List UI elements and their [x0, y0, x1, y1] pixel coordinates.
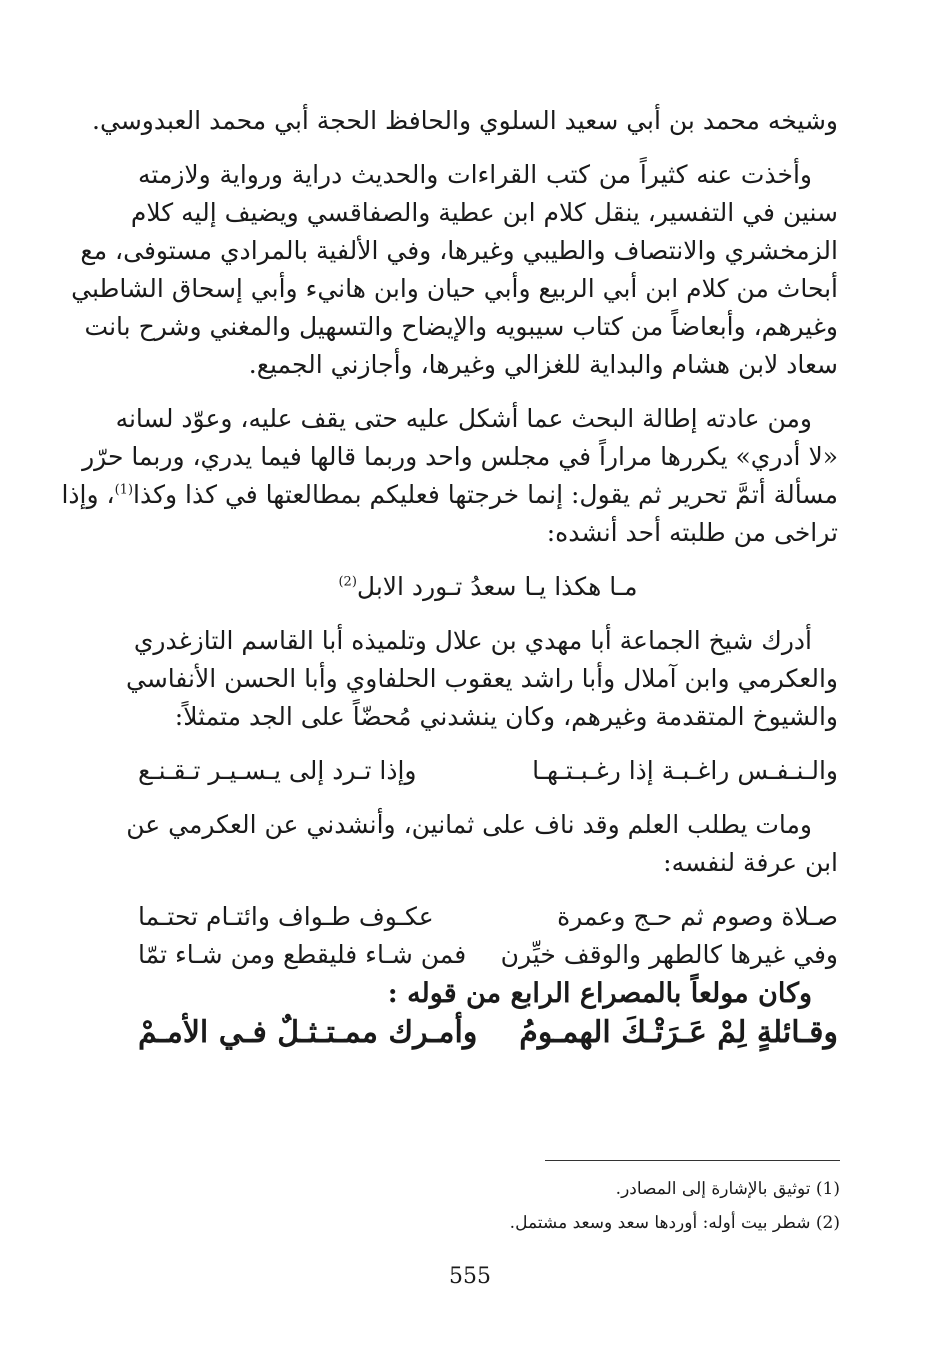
text-line: ومن عادته إطالة البحث عما أشكل عليه حتى يقف عليه، وعوّد لسانه [115, 404, 812, 433]
footnote-2: (2) شطر بيت أوله: أوردها سعد وسعد مشتمل. [509, 1213, 840, 1233]
hemistich-second: وإذا تـرد إلى يـسـيـر تـقـنـع [138, 756, 417, 785]
text-line: تراخى من طلبته أحد أنشده: [546, 518, 838, 547]
verse-line-bold [138, 1015, 838, 1062]
text-line: سنين في التفسير، ينقل كلام ابن عطية والصفاقسي ويضيف إليه كلام [130, 198, 838, 227]
text-segment: مسألة أتمَّ تحرير ثم يقول: إنما خرجتها فعليكم بمطالعتها في كذا وكذا [133, 480, 838, 509]
hemistich-first: والـنـفـس راغـبـة إذا رغـبـتـهـا [532, 756, 838, 785]
text-line: أدرك شيخ الجماعة أبا مهدي بن علال وتلميذه أبا القاسم التازغدري [133, 626, 812, 655]
text-line: والعكرمي وابن آملال وأبا راشد يعقوب الحلفاوي وأبا الحسن الأنفاسي [126, 664, 838, 693]
hemistich-second: وأمـرك ممـتـثـلٌ فـي الأمـمْ [138, 1015, 478, 1050]
text-line: وغيرهم، وأبعاضاً من كتاب سيبويه والإيضاح والتسهيل والمغني وشرح بانت [84, 312, 838, 341]
hemistich-first: صـلاة وصوم ثم حـج وعمرة [557, 902, 838, 931]
text-line: «لا أدري» يكررها مراراً في مجلس واحد وربما قالها فيما يدري، وربما حرّر [82, 442, 838, 471]
page-body [61, 106, 838, 1348]
text-line: ابن عرفة لنفسه: [663, 848, 838, 877]
hemistich-first: وقـائلةٍ لِمْ عَـرَتْـكَ الهمـومُ [519, 1015, 838, 1050]
hemistich-second: فمن شـاء فليقطع ومن شـاء تمّا [138, 940, 467, 969]
verse-text: مـا هكذا يـا سعدُ تـورد الابل [356, 572, 638, 601]
hemistich-second: عكـوف طـواف وائتـام تحتـما [138, 902, 434, 931]
verse-line [138, 758, 838, 796]
text-line: الزمخشري والانتصاف والطيبي وغيرها، وفي الألفية بالمرادي مستوفى، مع [80, 236, 838, 265]
verse-line [138, 904, 838, 942]
text-line: والشيوخ المتقدمة وغيرهم، وكان ينشدني مُحضّاً على الجد متمثلاً: [174, 702, 838, 731]
text-segment: ، وإذا [61, 480, 115, 509]
page-number: 555 [449, 1264, 491, 1289]
hemistich-first: وفي غيرها كالطهر والوقف خيِّرن [500, 940, 838, 969]
text-line-bold: وكان مولعاً بالمصراع الرابع من قوله : [387, 978, 812, 1009]
text-line: سعاد لابن هشام والبداية للغزالي وغيرها، وأجازني الجميع. [248, 350, 838, 379]
footnote-marker[interactable]: (2) [338, 574, 357, 590]
text-line: وأخذت عنه كثيراً من كتب القراءات والحديث دراية ورواية ولازمته [138, 160, 812, 189]
footnote-1: (1) توثيق بالإشارة إلى المصادر. [615, 1179, 840, 1199]
text-line: ومات يطلب العلم وقد ناف على ثمانين، وأنشدني عن العكرمي عن [126, 810, 812, 839]
text-line: أبحاث من كلام ابن أبي الربيع وأبي حيان وابن هانيء وأبي إسحاق الشاطبي [71, 274, 838, 303]
footnotes [420, 1172, 840, 1240]
verse-line [138, 942, 838, 980]
verse-line [138, 574, 838, 612]
footnote-marker[interactable]: (1) [114, 482, 134, 498]
footnote-divider [545, 1160, 840, 1161]
text-line-with-footnote [61, 480, 838, 520]
text-line: وشيخه محمد بن أبي سعيد السلوي والحافظ الحجة أبي محمد العبدوسي. [92, 106, 838, 135]
